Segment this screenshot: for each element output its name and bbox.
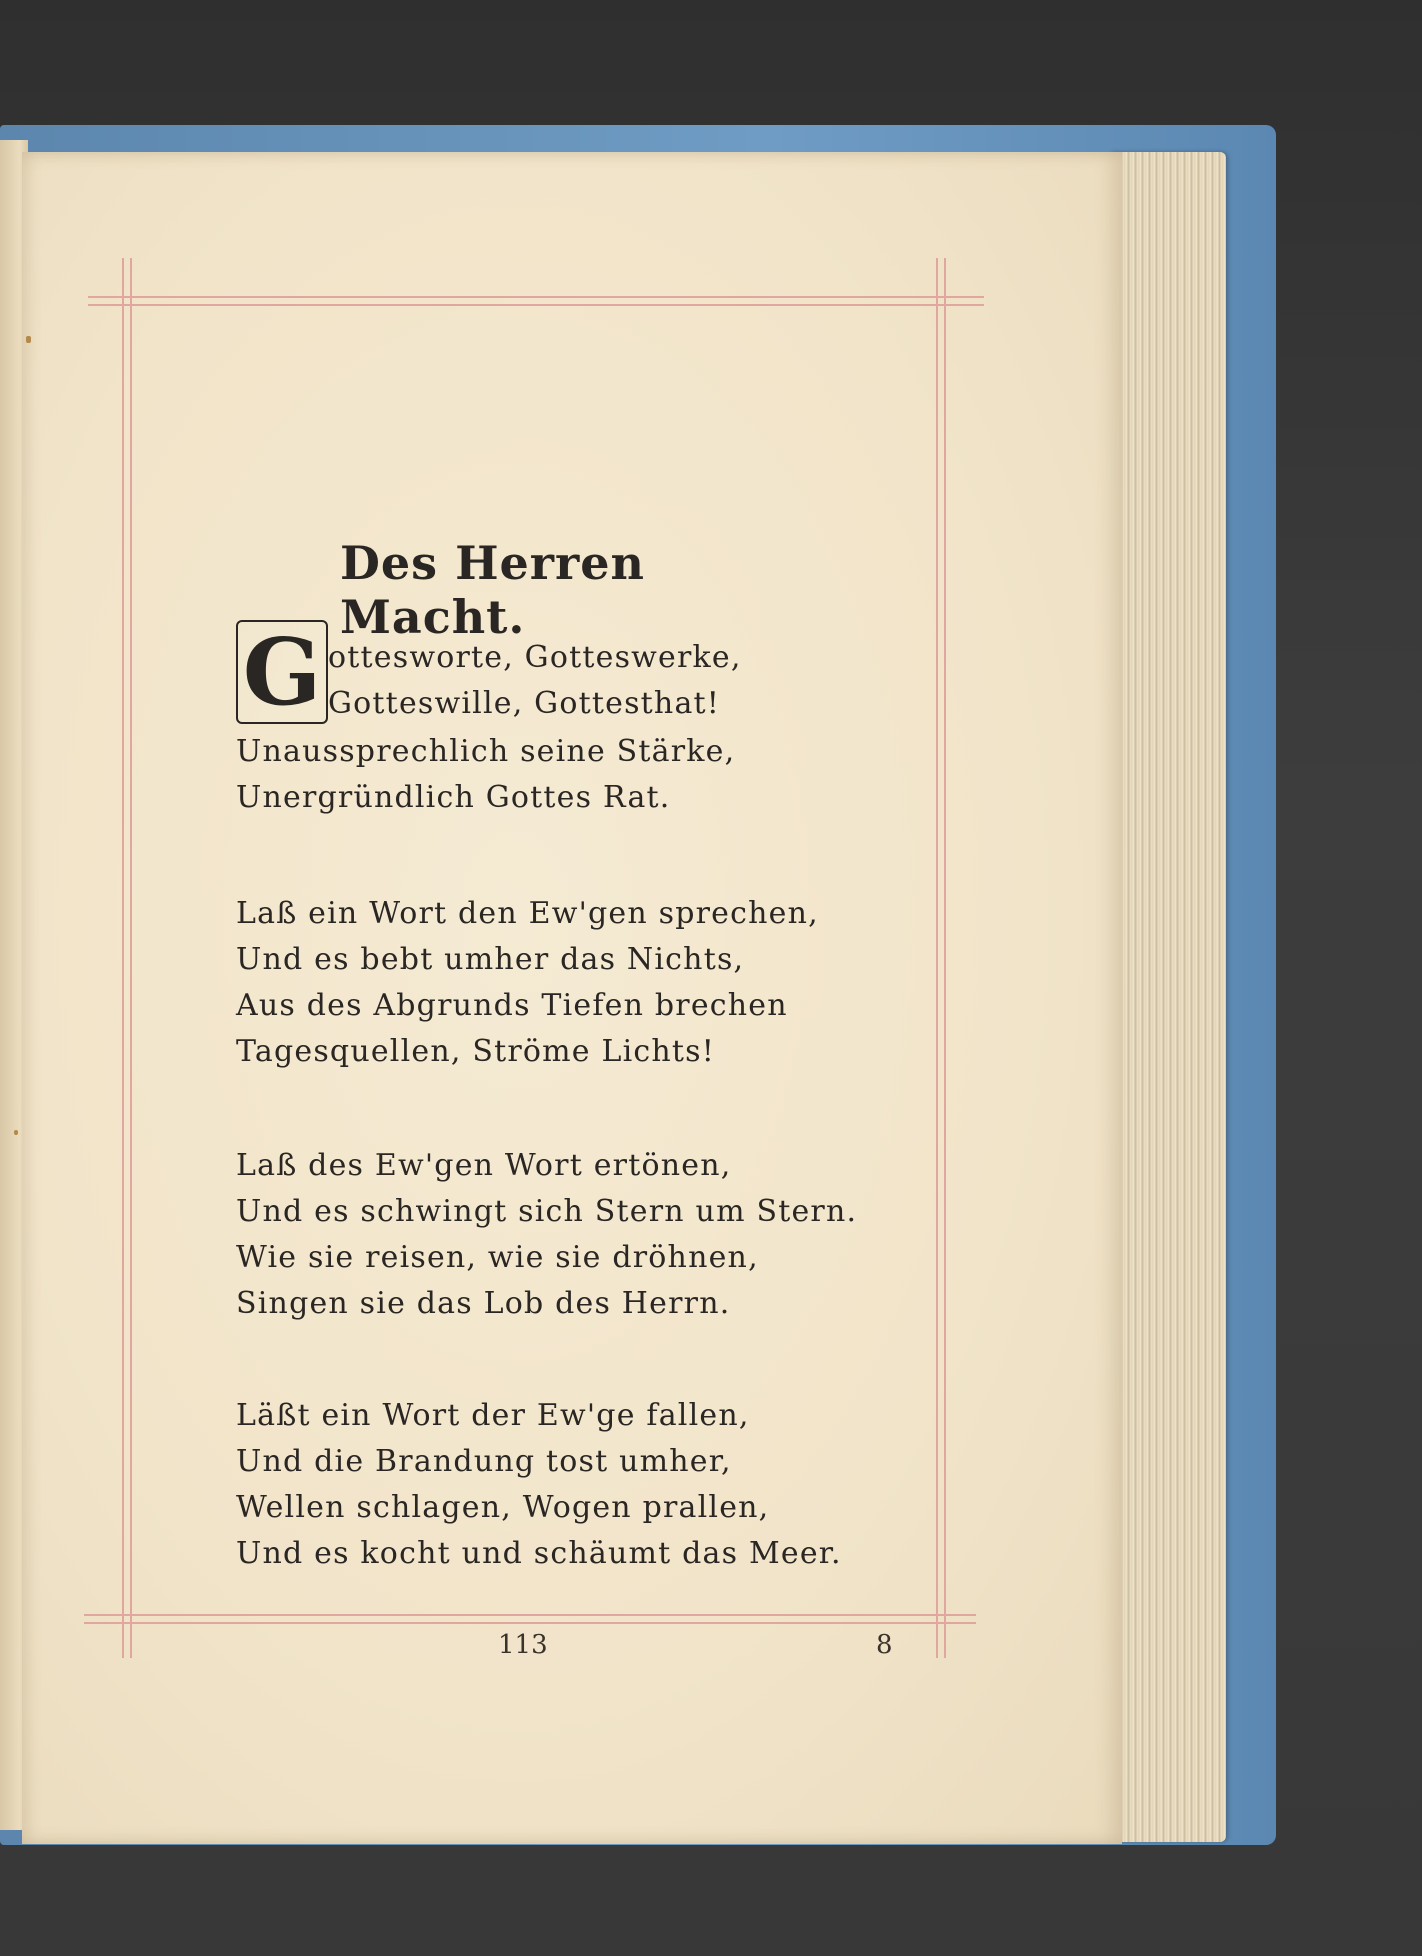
frame-rule-right-inner <box>944 258 946 1658</box>
poem-line: Unergründlich Gottes Rat. <box>236 780 671 815</box>
frame-rule-left <box>122 258 124 1658</box>
page-number: 113 <box>498 1630 548 1660</box>
poem-line: Und es kocht und schäumt das Meer. <box>236 1536 842 1571</box>
frame-rule-top-inner <box>88 304 984 306</box>
poem-line: Laß des Ew'gen Wort ertönen, <box>236 1148 732 1183</box>
poem-line: Singen sie das Lob des Herrn. <box>236 1286 731 1321</box>
poem-line: Wellen schlagen, Wogen prallen, <box>236 1490 770 1525</box>
decorated-initial: G <box>236 620 328 724</box>
frame-rule-bottom-inner <box>84 1622 976 1624</box>
frame-rule-bottom <box>84 1614 976 1616</box>
poem-line: Und es schwingt sich Stern um Stern. <box>236 1194 858 1229</box>
poem-line: Aus des Abgrunds Tiefen brechen <box>236 988 788 1023</box>
signature-mark: 8 <box>876 1630 893 1660</box>
page-edges <box>1110 152 1226 1842</box>
frame-rule-left-inner <box>130 258 132 1658</box>
paper-speck <box>26 336 31 343</box>
poem-title: Des Herren Macht. <box>340 536 645 644</box>
poem-line: Gotteswille, Gottesthat! <box>328 686 721 721</box>
poem-line: otteswortе, Gotteswerke, <box>328 640 742 675</box>
poem-line: Tagesquellen, Ströme Lichts! <box>236 1034 716 1069</box>
poem-line: Läßt ein Wort der Ew'ge fallen, <box>236 1398 750 1433</box>
poem-line: Unaussprechlich seine Stärke, <box>236 734 736 769</box>
poem-line: Und es bebt umher das Nichts, <box>236 942 745 977</box>
frame-rule-right <box>936 258 938 1658</box>
poem-line: Wie sie reisen, wie sie dröhnen, <box>236 1240 759 1275</box>
frame-rule-top <box>88 296 984 298</box>
poem-line: Laß ein Wort den Ew'gen sprechen, <box>236 896 819 931</box>
poem-line: Und die Brandung tost umher, <box>236 1444 732 1479</box>
paper-speck <box>14 1130 18 1135</box>
